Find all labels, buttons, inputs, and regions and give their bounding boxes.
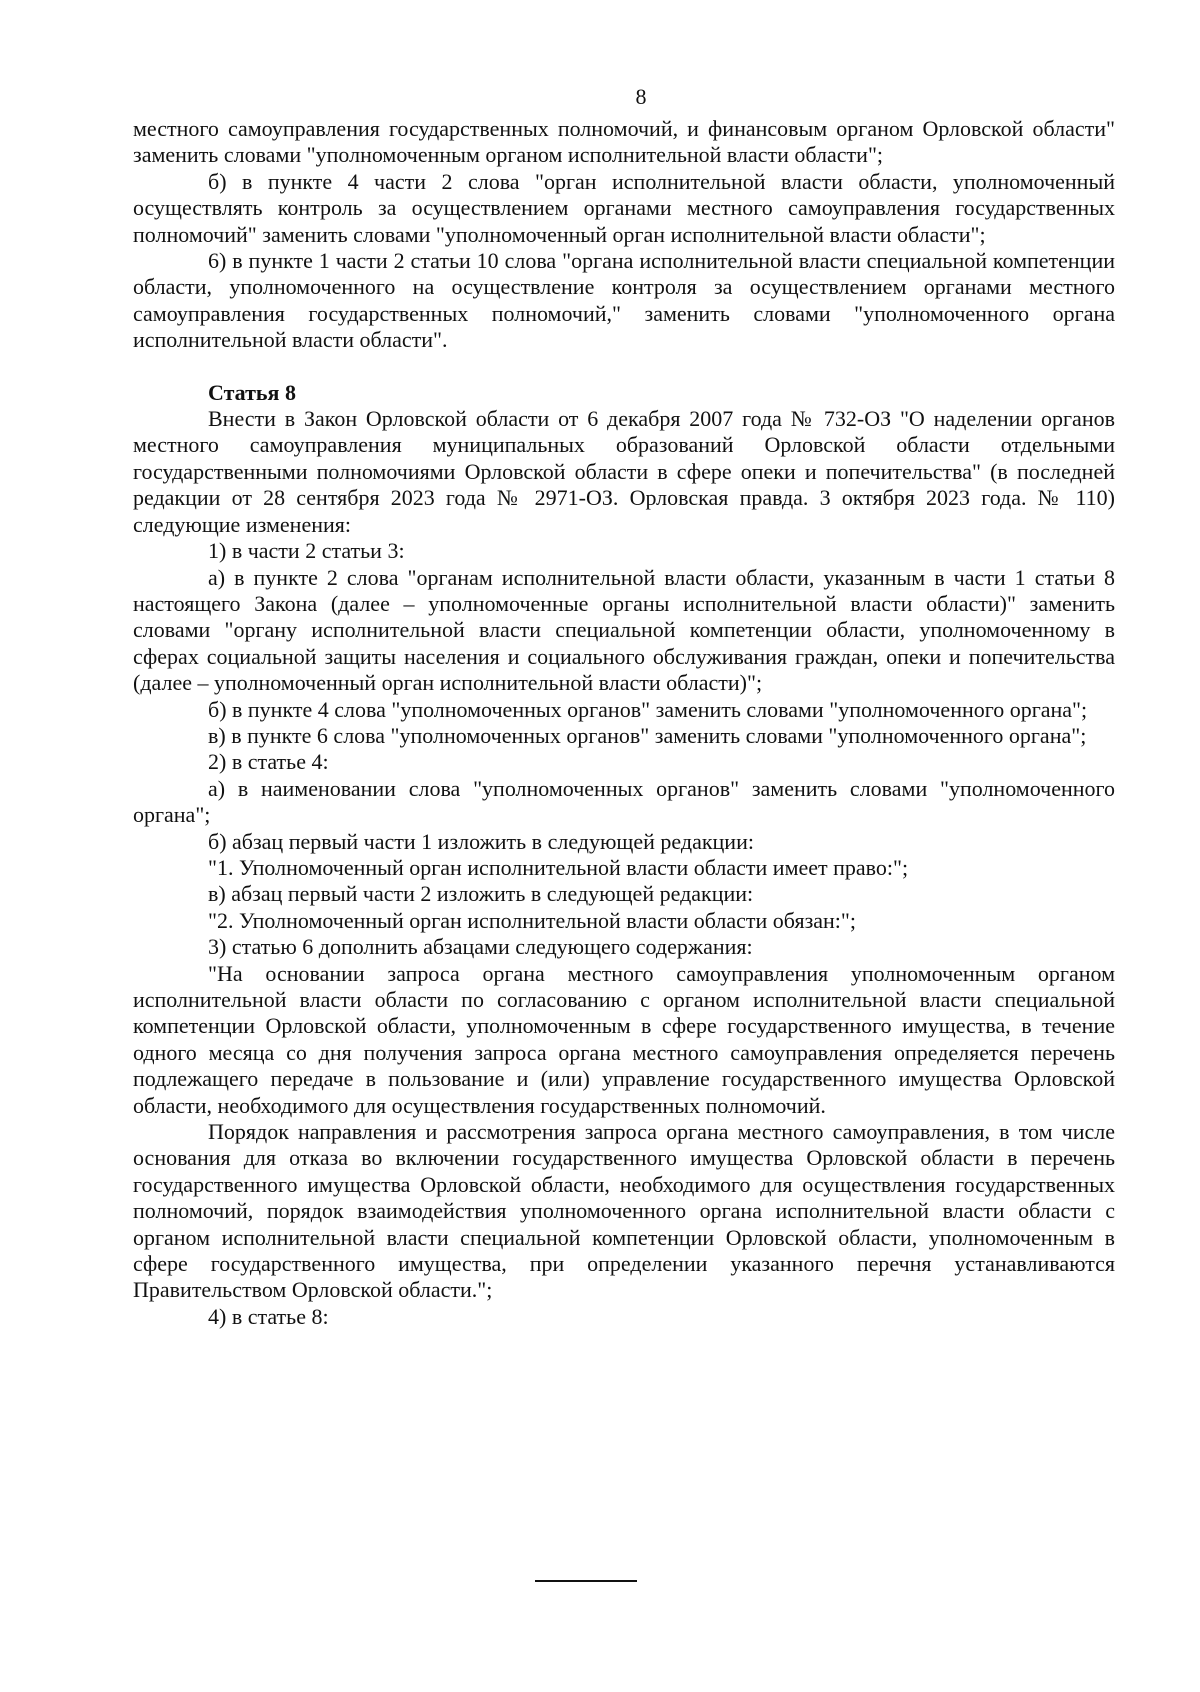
paragraph: 1) в части 2 статьи 3:	[208, 538, 405, 564]
article-body	[133, 406, 1115, 1330]
article-heading: Статья 8	[208, 379, 296, 405]
paragraph: а) в наименовании слова "уполномоченных органов" заменить словами "уполномоченного органа";	[133, 775, 1115, 828]
paragraph: 4) в статье 8:	[208, 1303, 329, 1329]
paragraph: "1. Уполномоченный орган исполнительной власти области имеет право:";	[208, 854, 909, 880]
paragraph: 3) статью 6 дополнить абзацами следующего содержания:	[208, 934, 753, 960]
paragraph: Внести в Закон Орловской области от 6 декабря 2007 года № 732-ОЗ "О наделении органов местного самоуправления муниципальных образований Орловской области отдельными государственными полномочиями Орловской области в сфере опеки и попечительства" (в последней редакции от 28 сентября 2023 года № 2971-ОЗ. Орловская правда. 3 октября 2023 года. № 110) следующие изменения:	[133, 406, 1115, 537]
paragraph: 6) в пункте 1 части 2 статьи 10 слова "органа исполнительной власти специальной компетенции области, уполномоченного на осуществление контроля за осуществлением органами местного самоуправления государственных полномочий," заменить словами "уполномоченного органа исполнительной власти области".	[133, 248, 1115, 353]
document-page	[133, 82, 1115, 1330]
paragraph: "2. Уполномоченный орган исполнительной власти области обязан:";	[208, 907, 857, 933]
paragraph: местного самоуправления государственных полномочий, и финансовым органом Орловской области" заменить словами "уполномоченным органом исполнительной власти области";	[133, 116, 1115, 168]
paragraph: б) в пункте 4 слова "уполномоченных органов" заменить словами "уполномоченного органа";	[208, 696, 1088, 722]
paragraph: 2) в статье 4:	[208, 749, 329, 775]
paragraph: в) абзац первый части 2 изложить в следующей редакции:	[208, 881, 754, 907]
end-of-page-rule	[535, 1580, 637, 1582]
paragraph: б) в пункте 4 части 2 слова "орган исполнительной власти области, уполномоченный осуществлять контроль за осуществлением органами местного самоуправления государственных полномочий" заменить словами "уполномоченный орган исполнительной власти области";	[133, 168, 1115, 247]
paragraph: б) абзац первый части 1 изложить в следующей редакции:	[208, 828, 754, 854]
page-number: 8	[635, 84, 647, 109]
paragraph: а) в пункте 2 слова "органам исполнительной власти области, указанным в части 1 статьи 8 настоящего Закона (далее – уполномоченные органы исполнительной власти области)" заменить словами "органу исполнительной власти специальной компетенции области, уполномоченному в сферах социальной защиты населения и социального обслуживания граждан, опеки и попечительства (далее – уполномоченный орган исполнительной власти области)";	[133, 564, 1115, 696]
paragraph: Порядок направления и рассмотрения запроса органа местного самоуправления, в том числе основания для отказа во включении государственного имущества Орловской области в перечень государственного имущества Орловской области, необходимого для осуществления государственных полномочий, порядок взаимодействия уполномоченного органа исполнительной власти области с органом исполнительной власти специальной компетенции Орловской области, уполномоченным в сфере государственного имущества, при определении указанного перечня устанавливаются Правительством Орловской области.";	[133, 1119, 1115, 1303]
top-paragraphs	[133, 116, 1115, 354]
paragraph: в) в пункте 6 слова "уполномоченных органов" заменить словами "уполномоченного органа";	[208, 722, 1087, 748]
paragraph-gap	[133, 354, 1115, 380]
paragraph: "На основании запроса органа местного самоуправления уполномоченным органом исполнительной власти области по согласованию с органом исполнительной власти специальной компетенции Орловской области, уполномоченным в сфере государственного имущества, в течение одного месяца со дня получения запроса органа местного самоуправления определяется перечень подлежащего передаче в пользование и (или) управление государственного имущества Орловской области, необходимого для осуществления государственных полномочий.	[133, 960, 1115, 1118]
